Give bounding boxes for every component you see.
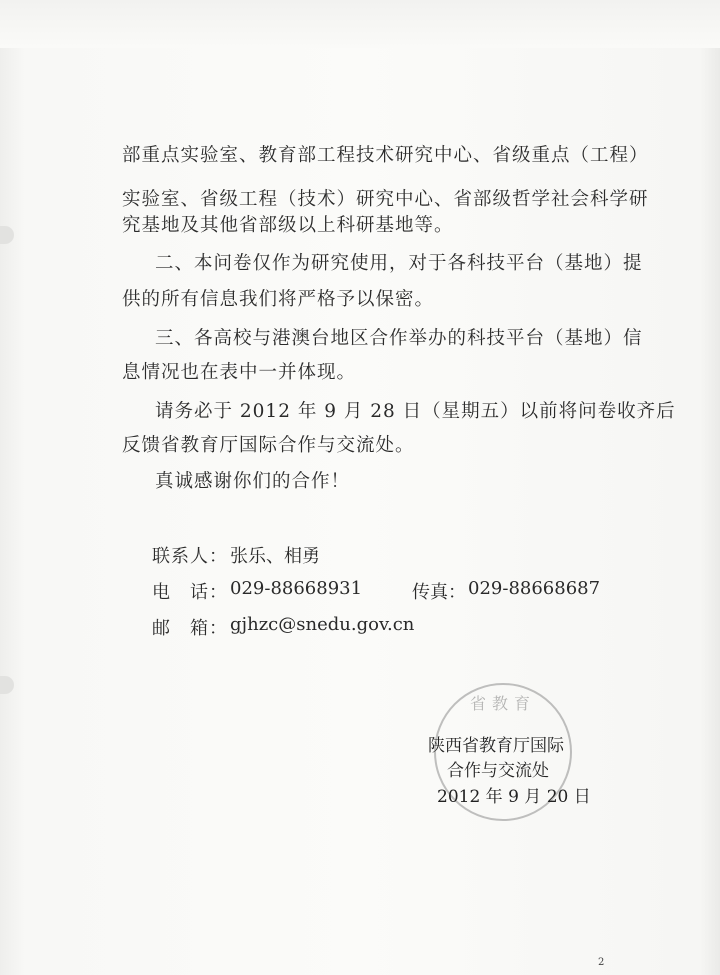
body-line: 实验室、省级工程（技术）研究中心、省部级哲学社会科学研 xyxy=(122,189,649,210)
signature-date: 2012 年 9 月 20 日 xyxy=(437,787,591,807)
fax-value: 029-88668687 xyxy=(468,578,601,599)
fax-label: 传真： xyxy=(412,582,466,603)
scan-top-edge xyxy=(0,0,720,48)
body-line: 供的所有信息我们将严格予以保密。 xyxy=(122,289,435,310)
body-line: 息情况也在表中一并体现。 xyxy=(122,362,357,383)
signature-org-line1: 陕西省教育厅国际 xyxy=(428,736,564,756)
punch-hole xyxy=(0,676,14,694)
body-line: 二、本问卷仅作为研究使用，对于各科技平台（基地）提 xyxy=(155,253,643,274)
punch-hole xyxy=(0,226,14,244)
body-line: 请务必于 2012 年 9 月 28 日（星期五）以前将问卷收齐后 xyxy=(155,401,676,422)
phone-value: 029-88668931 xyxy=(230,578,363,599)
body-line: 三、各高校与港澳台地区合作举办的科技平台（基地）信 xyxy=(155,328,643,349)
body-line: 真诚感谢你们的合作！ xyxy=(155,471,351,492)
email-value: gjhzc@snedu.gov.cn xyxy=(230,614,415,635)
seal-text: 省教育 xyxy=(469,694,536,713)
email-label: 邮 箱： xyxy=(152,618,228,639)
body-line: 部重点实验室、教育部工程技术研究中心、省级重点（工程） xyxy=(122,145,649,166)
body-line: 反馈省教育厅国际合作与交流处。 xyxy=(122,435,415,456)
contact-person-label: 联系人： xyxy=(152,546,228,567)
phone-label: 电 话： xyxy=(152,582,228,603)
body-line: 究基地及其他省部级以上科研基地等。 xyxy=(122,215,454,236)
contact-person-value: 张乐、相勇 xyxy=(230,546,320,567)
page-number: 2 xyxy=(598,957,605,968)
signature-org-line2: 合作与交流处 xyxy=(447,761,549,781)
